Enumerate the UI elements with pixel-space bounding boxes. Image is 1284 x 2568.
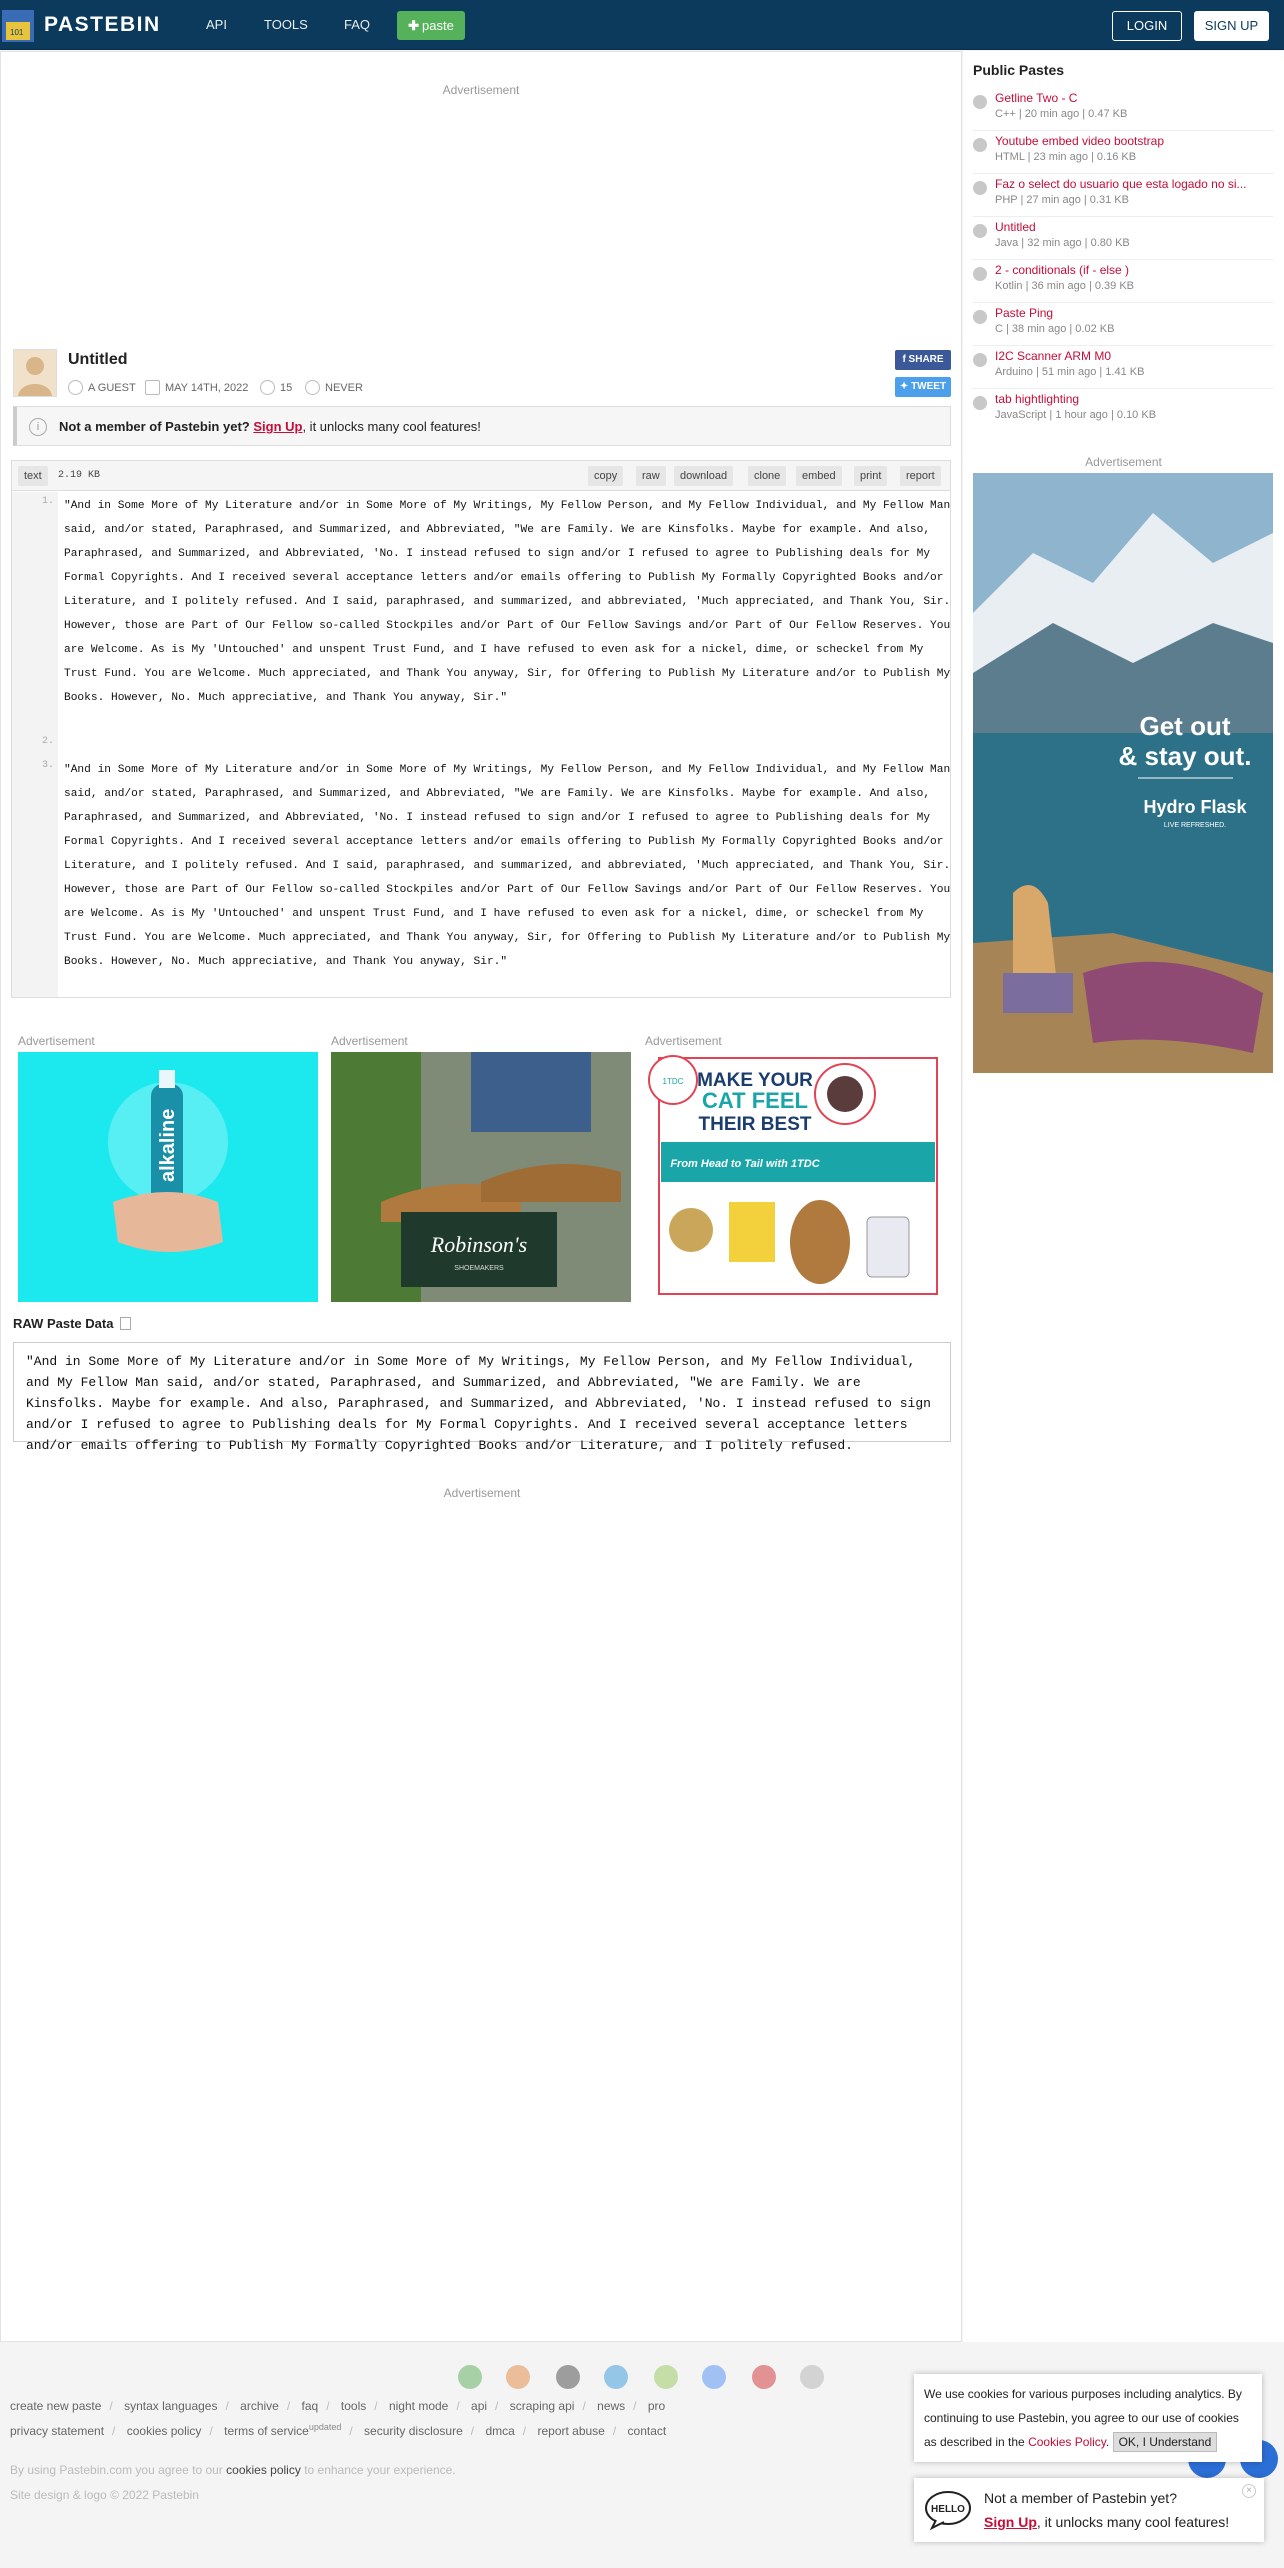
windows-icon[interactable]	[604, 2365, 628, 2389]
footer-cookies-link[interactable]: cookies policy	[226, 2463, 301, 2477]
public-paste-item[interactable]: Youtube embed video bootstrap HTML | 23 min ago | 0.16 KB	[973, 134, 1273, 174]
ad-label-side: Advertisement	[1085, 455, 1162, 469]
globe-icon	[973, 310, 987, 324]
svg-text:MAKE YOUR: MAKE YOUR	[697, 1070, 813, 1091]
raw-paste-heading: RAW Paste Data	[13, 1316, 131, 1331]
ad-label-top: Advertisement	[442, 83, 520, 97]
svg-text:& stay out.: & stay out.	[1118, 741, 1252, 771]
footer-link-tools[interactable]: tools	[340, 2399, 367, 2413]
line-number: 1.	[41, 496, 54, 507]
edge-icon[interactable]	[702, 2365, 726, 2389]
public-pastes-title: Public Pastes	[973, 62, 1065, 78]
svg-text:Hydro Flask: Hydro Flask	[1143, 797, 1247, 817]
svg-text:THEIR BEST: THEIR BEST	[698, 1114, 812, 1135]
copy-icon[interactable]	[120, 1317, 131, 1330]
updated-badge: updated	[308, 2422, 342, 2432]
cookie-accept-button[interactable]: OK, I Understand	[1113, 2432, 1218, 2452]
globe-icon	[973, 267, 987, 281]
paste-size: 2.19 KB	[58, 470, 101, 481]
public-paste-item[interactable]: Getline Two - C C++ | 20 min ago | 0.47 KB	[973, 91, 1273, 131]
signup-notice-text: Not a member of Pastebin yet? Sign Up, it unlocks many cool features!	[59, 419, 481, 434]
footer-links-row1: create new paste / syntax languages / archive / faq / tools / night mode / api / scraping api / news / pro	[10, 2399, 666, 2413]
footer-link-news[interactable]: news	[597, 2399, 626, 2413]
footer-link-api[interactable]: api	[471, 2399, 488, 2413]
firefox-icon[interactable]	[506, 2365, 530, 2389]
clock-icon	[305, 380, 320, 395]
ad-label: Advertisement	[645, 1034, 722, 1048]
footer-link-security[interactable]: security disclosure	[364, 2424, 463, 2438]
code-toolbar	[12, 461, 950, 491]
footer-link-faq[interactable]: faq	[301, 2399, 319, 2413]
footer-link-cookies[interactable]: cookies policy	[126, 2424, 202, 2438]
cat-supplement-ad[interactable]	[645, 1052, 945, 1302]
paste-code-block	[11, 460, 957, 998]
user-icon	[68, 380, 83, 395]
main-content	[0, 51, 962, 2342]
globe-icon	[973, 138, 987, 152]
plus-icon: ✚	[408, 18, 420, 33]
syntax-badge[interactable]: text	[18, 466, 48, 486]
new-paste-button[interactable]	[397, 11, 465, 40]
robinsons-shoes-ad[interactable]	[331, 1052, 631, 1302]
line-number: 2.	[41, 736, 54, 747]
clone-button[interactable]: clone	[748, 466, 786, 486]
brand-name[interactable]: PASTEBIN	[44, 13, 161, 36]
sidebar	[963, 51, 1284, 2342]
mountain-lake-illustration	[973, 473, 1273, 1073]
svg-text:CAT FEEL: CAT FEEL	[702, 1088, 808, 1113]
embed-button[interactable]: embed	[796, 466, 842, 486]
twitter-icon: ✦	[899, 381, 912, 392]
cookie-consent-text: We use cookies for various purposes including analytics. By continuing to use Pastebin, you agree to our use of cookies as described in the	[924, 2387, 1242, 2449]
opera-icon[interactable]	[752, 2365, 776, 2389]
globe-icon	[973, 224, 987, 238]
svg-text:101: 101	[10, 28, 24, 37]
ios-icon[interactable]	[556, 2365, 580, 2389]
globe-icon	[973, 95, 987, 109]
line-number: 3.	[41, 760, 54, 771]
report-button[interactable]: report	[900, 466, 941, 486]
svg-text:Get out: Get out	[1139, 711, 1231, 741]
cookie-policy-link[interactable]: Cookies Policy	[1028, 2435, 1106, 2449]
print-button[interactable]: print	[854, 466, 887, 486]
public-paste-item[interactable]: I2C Scanner ARM M0 Arduino | 51 min ago | 1.41 KB	[973, 349, 1273, 389]
signup-link[interactable]: Sign Up	[253, 419, 303, 434]
footer-link-dmca[interactable]: dmca	[485, 2424, 515, 2438]
svg-text:HELLO: HELLO	[931, 2504, 965, 2515]
footer-link-night-mode[interactable]: night mode	[388, 2399, 449, 2413]
footer-link-report-abuse[interactable]: report abuse	[537, 2424, 605, 2438]
avatar	[13, 349, 57, 397]
signup-button[interactable]: SIGN UP	[1194, 11, 1269, 41]
code-line-3: "And in Some More of My Literature and/or in Some More of My Writings, My Fellow Person, and My Fellow Individual, and My Fellow Man said, and/or stated, Paraphrased, and Summarized, and Abbreviated, "We are Family. We are Kinsfolks. Maybe for example. And also, Paraphrased, and Summarized, and Abbreviated, 'No. I instead refused to sign and/or I refused to agree to Publishing deals for My Formal Copyrights. And I received several acceptance letters and/or emails offering to Publish My Formally Copyrighted Books and/or Literature, and I politely refused. And I said, paraphrased, and summarized, and abbreviated, 'Much appreciated, and Thank You, Sir. However, those are Part of Our Fellow so-called Stockpiles and/or Part of Our Fellow Savings and/or Part of Our Fellow Reserves. You are Welcome. As is My 'Untouched' and unspent Trust Fund, and I have refused to even ask for a nickel, dime, or scheckel from My Trust Fund. You are Welcome. Much appreciated, and Thank You anyway, Sir, for Offering to Publish My Literature and/or to Publish My Books. However, No. Much appreciative, and Thank You anyway, Sir."	[64, 764, 957, 968]
paste-views: 15	[260, 380, 292, 395]
download-button[interactable]: download	[674, 466, 733, 486]
water-bottle-illustration	[18, 1052, 318, 1302]
facebook-share-button[interactable]: f SHARE	[895, 350, 951, 370]
footer-link-syntax-languages[interactable]: syntax languages	[124, 2399, 218, 2413]
shoes-illustration	[331, 1052, 631, 1302]
eye-icon	[260, 380, 275, 395]
globe-icon	[973, 353, 987, 367]
cookie-consent-banner: We use cookies for various purposes including analytics. By continuing to use Pastebin, you agree to our use of cookies as described in the Cookies Policy. OK, I Understand	[914, 2374, 1262, 2462]
footer-link-contact[interactable]: contact	[627, 2424, 667, 2438]
footer-link-pro[interactable]: pro	[647, 2399, 666, 2413]
globe-icon	[973, 396, 987, 410]
footer-link-create-new-paste[interactable]: create new paste	[10, 2399, 102, 2413]
public-paste-item[interactable]: Untitled Java | 32 min ago | 0.80 KB	[973, 220, 1273, 260]
public-paste-item[interactable]: tab hightlighting JavaScript | 1 hour ago | 0.10 KB	[973, 392, 1273, 432]
nav-faq[interactable]: FAQ	[344, 17, 371, 32]
paste-date: MAY 14TH, 2022	[145, 380, 248, 395]
ad-label-bottom: Advertisement	[443, 1486, 521, 1500]
footer-link-terms[interactable]: terms of service	[224, 2424, 309, 2438]
copy-button[interactable]: copy	[588, 466, 623, 486]
public-paste-item[interactable]: 2 - conditionals (if - else ) Kotlin | 36 min ago | 0.39 KB	[973, 263, 1273, 303]
calendar-icon	[145, 380, 160, 395]
login-button[interactable]: LOGIN	[1112, 11, 1182, 41]
facebook-icon: f	[902, 354, 909, 365]
twitter-tweet-button[interactable]: ✦ TWEET	[895, 377, 951, 397]
new-paste-label: paste	[422, 18, 454, 33]
globe-icon	[973, 181, 987, 195]
public-paste-item[interactable]: Paste Ping C | 38 min ago | 0.02 KB	[973, 306, 1273, 346]
footer-links-row2: privacy statement / cookies policy / terms of service$^{updated}$ / security disclosure / dmca / report abuse / contact	[10, 2422, 667, 2438]
nav-tools[interactable]: TOOLS	[264, 17, 308, 32]
signup-popup	[914, 2478, 1264, 2542]
chrome-icon[interactable]	[458, 2365, 482, 2389]
nav-api[interactable]: API	[206, 17, 227, 32]
signup-popup-line2: Sign Up, it unlocks many cool features!	[984, 2514, 1230, 2530]
paste-title: Untitled	[68, 351, 128, 368]
footer-cookie-agreement: By using Pastebin.com you agree to our cookies policy to enhance your experience.	[10, 2463, 456, 2477]
raw-button[interactable]: raw	[636, 466, 666, 486]
line-number-gutter	[12, 492, 58, 997]
footer-copyright: Site design & logo © 2022 Pastebin	[10, 2488, 199, 2502]
signup-popup-line1: Not a member of Pastebin yet?	[984, 2490, 1177, 2506]
signup-notice	[13, 406, 951, 446]
android-icon[interactable]	[654, 2365, 678, 2389]
ad-label: Advertisement	[18, 1034, 95, 1048]
svg-text:alkaline: alkaline	[157, 1108, 179, 1182]
paste-expiry: NEVER	[305, 380, 363, 395]
unix-icon[interactable]	[800, 2365, 824, 2389]
hydro-flask-ad[interactable]	[973, 473, 1273, 1073]
svg-text:LIVE REFRESHED.: LIVE REFRESHED.	[1163, 822, 1227, 829]
svg-text:1TDC: 1TDC	[662, 1077, 684, 1086]
ad-label: Advertisement	[331, 1034, 408, 1048]
svg-text:From Head to Tail with 1TDC: From Head to Tail with 1TDC	[670, 1158, 820, 1170]
footer-link-archive[interactable]: archive	[240, 2399, 279, 2413]
raw-paste-textarea[interactable]: "And in Some More of My Literature and/or in Some More of My Writings, My Fellow Person, and My Fellow Individual, and My Fellow Man said, and/or stated, Paraphrased, and Summarized, and Abbreviated, "We are Family. We are Kinsfolks. Maybe for example. And also, Paraphrased, and Summarized, and Abbreviated, 'No. I instead refused to sign and/or I refused to agree to Publishing deals for My Formal Copyrights. And I received several acceptance letters and/or emails offering to Publish My Formally Copyrighted Books and/or Literature, and I politely refused.	[13, 1342, 951, 1442]
footer-link-privacy[interactable]: privacy statement	[10, 2424, 105, 2438]
close-icon[interactable]: ×	[1242, 2484, 1256, 2498]
info-icon: i	[29, 418, 47, 436]
signup-popup-link[interactable]: Sign Up	[984, 2514, 1037, 2530]
hello-speech-bubble-icon	[924, 2490, 972, 2530]
top-header	[0, 0, 1284, 50]
pastebin-logo-icon[interactable]	[0, 4, 38, 44]
alkaline-water-ad[interactable]	[18, 1052, 318, 1302]
cat-ad-illustration	[645, 1052, 945, 1302]
code-line-1: "And in Some More of My Literature and/or in Some More of My Writings, My Fellow Person, and My Fellow Individual, and My Fellow Man said, and/or stated, Paraphrased, and Summarized, and Abbreviated, "We are Family. We are Kinsfolks. Maybe for example. And also, Paraphrased, and Summarized, and Abbreviated, 'No. I instead refused to sign and/or I refused to agree to Publishing deals for My Formal Copyrights. And I received several acceptance letters and/or emails offering to Publish My Formally Copyrighted Books and/or Literature, and I politely refused. And I said, paraphrased, and summarized, and abbreviated, 'Much appreciated, and Thank You, Sir. However, those are Part of Our Fellow so-called Stockpiles and/or Part of Our Fellow Savings and/or Part of Our Fellow Reserves. You are Welcome. As is My 'Untouched' and unspent Trust Fund, and I have refused to even ask for a nickel, dime, or scheckel from My Trust Fund. You are Welcome. Much appreciated, and Thank You anyway, Sir, for Offering to Publish My Literature and/or to Publish My Books. However, No. Much appreciative, and Thank You anyway, Sir."	[64, 500, 957, 704]
svg-text:Robinson's: Robinson's	[430, 1232, 528, 1257]
public-paste-item[interactable]: Faz o select do usuario que esta logado no si... PHP | 27 min ago | 0.31 KB	[973, 177, 1273, 217]
paste-author[interactable]: A GUEST	[68, 380, 136, 395]
footer-link-scraping-api[interactable]: scraping api	[509, 2399, 575, 2413]
svg-text:SHOEMAKERS: SHOEMAKERS	[454, 1265, 504, 1272]
user-silhouette-icon	[14, 350, 56, 396]
